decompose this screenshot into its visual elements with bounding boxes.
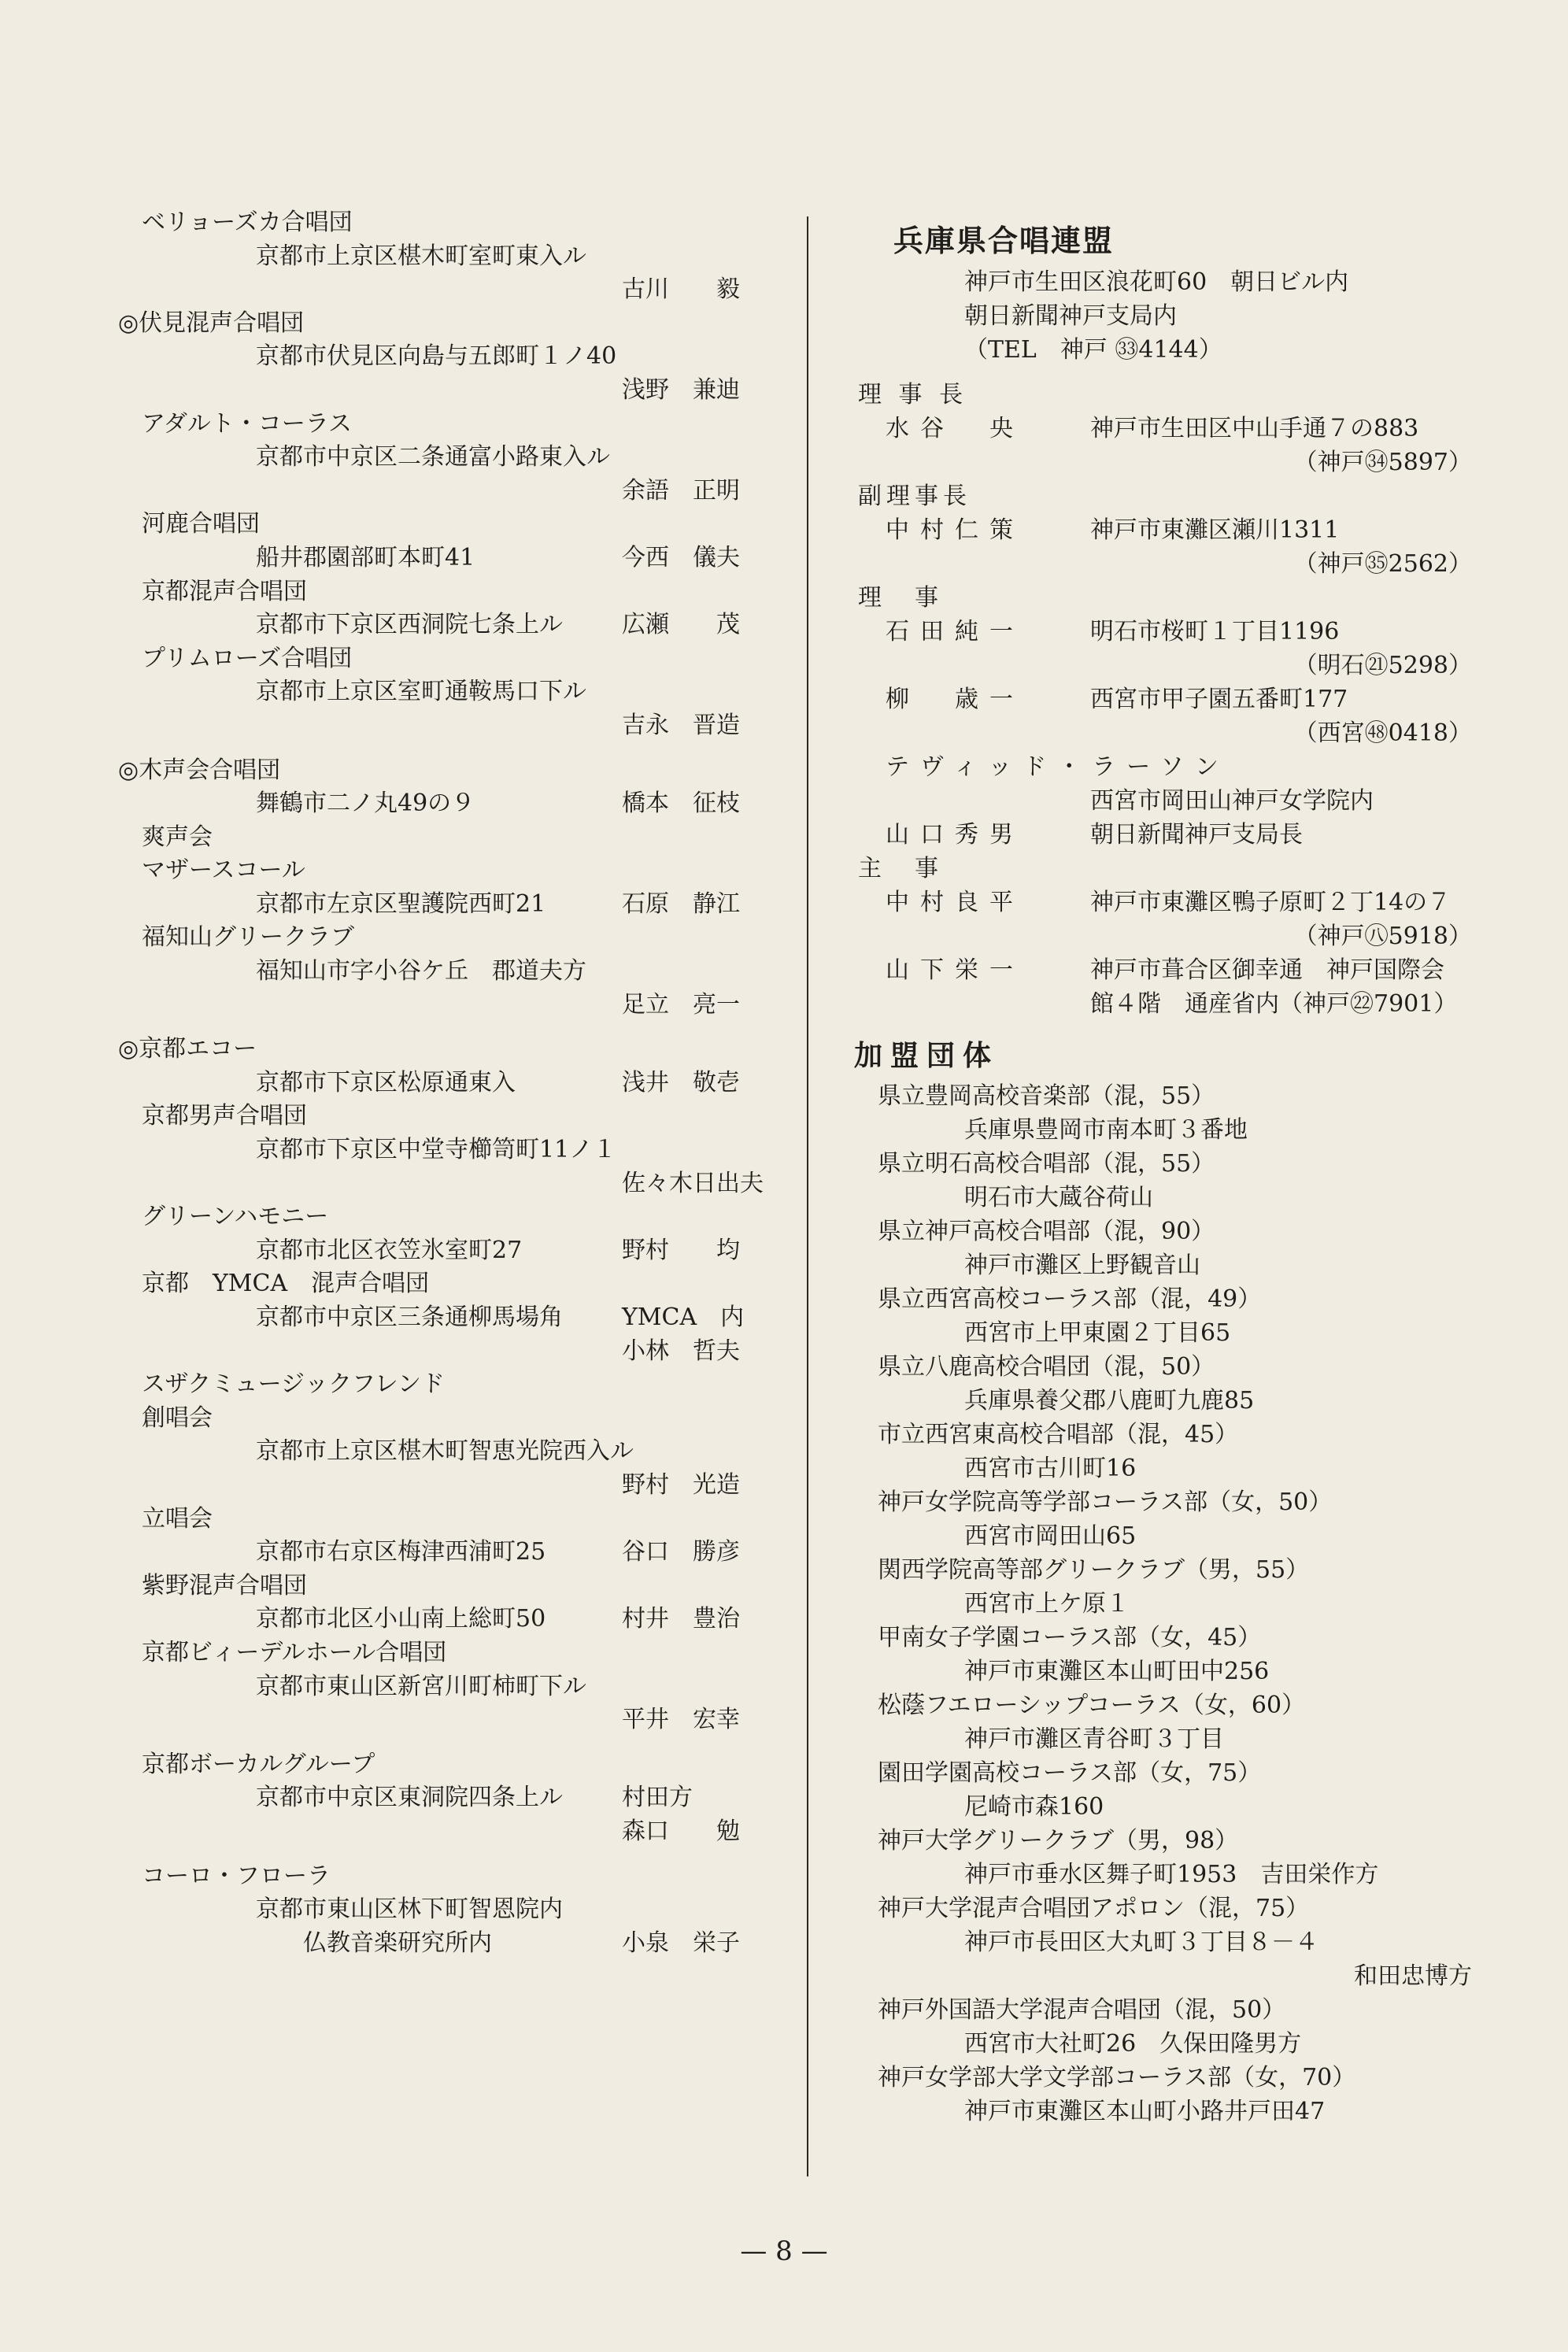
member-group-name: 神戸女学部大学文学部コーラス部（女，70） (878, 2064, 1356, 2091)
member-group-address: 西宮市上ケ原１ (964, 1590, 1130, 1618)
address-text: 京都市右京区梅津西浦町25 (256, 1538, 546, 1566)
member-group-address: 神戸市東灘区本山町田中256 (964, 1658, 1270, 1685)
member-group-name: 園田学園高校コーラス部（女，75） (878, 1759, 1262, 1787)
contact-person: 村井 豊治 (622, 1605, 740, 1633)
contact-person: 佐々木日出夫 (622, 1169, 764, 1197)
federation-address: 神戸市生田区浪花町60 朝日ビル内 (964, 268, 1349, 296)
address-text: 京都市中京区二条通富小路東入ル (256, 443, 610, 472)
officer-name: 山口秀男 (886, 821, 1024, 849)
spacer (118, 743, 756, 754)
officer-address: 神戸市生田区中山手通７の883 (1090, 415, 1419, 442)
org-name: コーロ・フローラ (142, 1862, 331, 1890)
org-address (118, 608, 756, 642)
member-group-address: 西宮市古川町16 (964, 1455, 1137, 1482)
federation-address: （TEL 神戸 ㉝4144） (964, 336, 1222, 364)
org-name: グリーンハモニー (142, 1203, 329, 1231)
member-group-address: 明石市大蔵谷荷山 (964, 1184, 1153, 1211)
org-name: 京都混声合唱団 (142, 577, 307, 605)
contact-person: 足立 亮一 (622, 990, 740, 1019)
contact-person: 村田方 (622, 1784, 693, 1812)
org-address (118, 1670, 756, 1704)
member-group-name: 神戸大学混声合唱団アポロン（混，75） (878, 1895, 1310, 1922)
org-name: 河鹿合唱団 (142, 510, 260, 538)
person-line (118, 709, 756, 743)
org-address (118, 787, 756, 821)
org-address (118, 1893, 756, 1927)
officer-entry (854, 953, 1484, 987)
contact-person: 森口 勉 (622, 1817, 740, 1845)
officer-name: 中村良平 (886, 889, 1024, 916)
org-address (118, 441, 756, 475)
member-group-name: 関西学院高等部グリークラブ（男，55） (878, 1556, 1310, 1584)
org-name: ◎伏見混声合唱団 (118, 309, 305, 337)
page-number: — 8 — (740, 2236, 828, 2267)
org-name: 京都ボーカルグループ (142, 1750, 375, 1778)
spacer (118, 1849, 756, 1860)
officer-telephone (854, 649, 1484, 682)
member-group-address: 兵庫県養父郡八鹿町九鹿85 (964, 1387, 1255, 1415)
officer-role: 理 事 長 (858, 381, 968, 409)
contact-person: 野村 均 (622, 1236, 740, 1264)
column-divider (807, 216, 808, 2176)
org-name: ベリョーズカ合唱団 (142, 209, 353, 236)
org-address (118, 340, 756, 374)
person-line (118, 374, 756, 408)
officer-address-continued (854, 987, 1484, 1021)
contact-person: 石原 静江 (622, 889, 740, 918)
org-address (118, 1603, 756, 1636)
address-text: 舞鶴市二ノ丸49の９ (256, 790, 475, 818)
org-name: アダルト・コーラス (142, 409, 352, 438)
officer-address: 朝日新聞神戸支局長 (1090, 821, 1303, 849)
address-text: 京都市東山区林下町智恩院内 (256, 1895, 563, 1924)
officer-name: 石田純一 (886, 618, 1024, 645)
member-group-name: 神戸外国語大学混声合唱団（混，50） (878, 1996, 1286, 2024)
member-group-name: 県立八鹿高校合唱団（混，50） (878, 1353, 1215, 1381)
officer-telephone (854, 716, 1484, 750)
member-group-name: 県立西宮高校コーラス部（混，49） (878, 1285, 1262, 1313)
member-group-address: 西宮市岡田山65 (964, 1522, 1137, 1550)
address-text: 京都市上京区室町通鞍馬口下ル (256, 678, 586, 706)
member-contact-line (854, 1959, 1484, 1993)
org-name: 京都ビィーデルホール合唱団 (142, 1638, 447, 1666)
phone-number: （神戸㉞5897） (1293, 449, 1472, 476)
member-contact: 和田忠博方 (1354, 1962, 1472, 1990)
member-group-name: 市立西宮東高校合唱部（混，45） (878, 1421, 1239, 1448)
member-group-address: 神戸市長田区大丸町３丁目８－４ (964, 1929, 1318, 1956)
address-text: 京都市伏見区向島与五郎町１ノ40 (256, 342, 617, 371)
phone-number: （明石㉑5298） (1293, 652, 1472, 679)
officer-address: 神戸市葺合区御幸通 神戸国際会 (1090, 956, 1444, 984)
officer-address: 明石市桜町１丁目1196 (1090, 618, 1340, 645)
member-groups-heading: 加盟団体 (854, 1039, 1000, 1072)
member-group-name: 県立豊岡高校音楽部（混，55） (878, 1082, 1215, 1110)
org-address-line2 (118, 1927, 756, 1961)
officer-name: テヴィッド・ラーソン (886, 753, 1230, 781)
contact-person: 広瀬 茂 (622, 611, 740, 639)
address-text: 京都市下京区松原通東入 (256, 1068, 516, 1096)
contact-person: 谷口 勝彦 (622, 1538, 740, 1566)
officer-role: 主 事 (858, 855, 943, 882)
org-address (118, 1781, 756, 1815)
member-group-address: 尼崎市森160 (964, 1793, 1104, 1821)
contact-person: 小林 哲夫 (622, 1337, 740, 1365)
member-group-address: 神戸市東灘区本山町小路井戸田47 (964, 2098, 1326, 2125)
org-name: 紫野混声合唱団 (142, 1571, 307, 1599)
officer-name: 中村仁策 (886, 516, 1024, 544)
member-group-name: 神戸大学グリークラブ（男，98） (878, 1827, 1239, 1855)
contact-person: 浅井 敬壱 (622, 1068, 740, 1096)
spacer (118, 1022, 756, 1033)
officer-role: 副理事長 (858, 483, 971, 510)
contact-person: 小泉 栄子 (622, 1929, 740, 1957)
org-name: 立唱会 (142, 1504, 213, 1533)
contact-person: 余語 正明 (622, 476, 740, 505)
org-address (118, 1536, 756, 1570)
address-text: 京都市北区小山南上総町50 (256, 1605, 546, 1633)
phone-number: （西宮㊽0418） (1293, 719, 1472, 747)
officer-name: 柳 歳一 (886, 686, 1024, 713)
org-address (118, 675, 756, 709)
member-group-address: 兵庫県豊岡市南本町３番地 (964, 1116, 1248, 1144)
officer-address-continued (854, 784, 1484, 818)
officer-entry (854, 513, 1484, 547)
person-line (118, 1167, 764, 1201)
person-line (118, 1703, 756, 1737)
address-text: 京都市東山区新宮川町柿町下ル (256, 1672, 586, 1700)
person-line (118, 989, 756, 1023)
contact-person: 今西 儀夫 (622, 543, 740, 571)
member-group-name: 県立明石高校合唱部（混，55） (878, 1150, 1215, 1178)
officer-address: 館４階 通産省内（神戸㉒7901） (1090, 990, 1458, 1018)
federation-address: 朝日新聞神戸支局内 (964, 302, 1177, 330)
officer-address: 西宮市岡田山神戸女学院内 (1090, 787, 1374, 815)
address-text: 京都市下京区中堂寺櫛笥町11ノ１ (256, 1136, 617, 1164)
officer-name: 水谷 央 (886, 415, 1024, 442)
member-group-address: 西宮市上甲東園２丁目65 (964, 1319, 1231, 1347)
org-address (118, 955, 756, 989)
org-address (118, 542, 756, 575)
address-text: 京都市中京区三条通柳馬場角 (256, 1304, 563, 1331)
left-column-directory (118, 206, 764, 1960)
member-group-address: 西宮市大社町26 久保田隆男方 (964, 2030, 1302, 2058)
member-group-name: 甲南女子学園コーラス部（女，45） (878, 1624, 1262, 1651)
contact-person: 平井 宏幸 (622, 1706, 740, 1734)
org-name: 爽声会 (142, 823, 213, 851)
officer-entry (854, 412, 1484, 446)
org-address (118, 1301, 756, 1335)
spacer (854, 1021, 1484, 1032)
address-text: 京都市北区衣笠氷室町27 (256, 1236, 523, 1264)
address-text: 京都市左京区聖護院西町21 (256, 889, 546, 918)
address-text: 京都市中京区東洞院四条上ル (256, 1784, 563, 1812)
org-address (118, 240, 756, 274)
person-line (118, 1469, 756, 1503)
address-text: 仏教音楽研究所内 (303, 1929, 492, 1957)
officer-address: 西宮市甲子園五番町177 (1090, 686, 1348, 713)
org-name: スザクミュージックフレンド (142, 1370, 446, 1399)
officer-name: 山下栄一 (886, 956, 1024, 984)
phone-number: （神戸㉟2562） (1293, 550, 1472, 578)
officer-telephone (854, 547, 1484, 581)
member-group-name: 神戸女学院高等学部コーラス部（女，50） (878, 1488, 1333, 1516)
officer-role: 理 事 (858, 584, 943, 612)
contact-person: 吉永 晋造 (622, 711, 740, 739)
member-group-address: 神戸市垂水区舞子町1953 吉田栄作方 (964, 1861, 1379, 1888)
org-name: マザースコール (142, 856, 305, 885)
contact-person: YMCA 内 (622, 1304, 745, 1331)
address-text: 京都市下京区西洞院七条上ル (256, 611, 563, 639)
officer-entry (854, 750, 1484, 784)
member-group-name: 県立神戸高校合唱部（混，90） (878, 1218, 1215, 1245)
address-text: 京都市上京区椹木町智恵光院西入ル (256, 1437, 634, 1466)
person-line (118, 273, 756, 307)
org-name: ◎木声会合唱団 (118, 756, 281, 784)
org-name: 京都男声合唱団 (142, 1102, 307, 1130)
officer-address: 神戸市東灘区瀬川1311 (1090, 516, 1340, 544)
org-name: ◎京都エコー (118, 1035, 257, 1063)
officer-address: 神戸市東灘区鴨子原町２丁14の７ (1090, 889, 1452, 916)
org-name: 福知山グリークラブ (142, 923, 354, 952)
spacer (118, 1737, 756, 1748)
right-column-hyogo-federation (854, 216, 1484, 2128)
member-group-address: 神戸市灘区上野観音山 (964, 1252, 1200, 1279)
contact-person: 古川 毅 (622, 276, 740, 304)
member-group-address: 神戸市灘区青谷町３丁目 (964, 1725, 1224, 1753)
address-text: 船井郡園部町本町41 (256, 543, 475, 571)
person-line (118, 1815, 756, 1849)
contact-person: 野村 光造 (622, 1470, 740, 1499)
officer-entry (854, 886, 1484, 919)
person-line (118, 475, 756, 508)
org-name: プリムローズ合唱団 (142, 644, 353, 672)
org-address (118, 1067, 756, 1100)
org-address (118, 1435, 756, 1469)
org-address (118, 1234, 756, 1268)
contact-person: 浅野 兼迪 (622, 375, 740, 404)
org-address (118, 888, 756, 922)
officer-entry (854, 818, 1484, 852)
person-line (118, 1335, 756, 1369)
org-name: 京都 YMCA 混声合唱団 (142, 1270, 430, 1298)
officer-telephone (854, 919, 1484, 953)
officer-telephone (854, 446, 1484, 479)
officer-entry (854, 682, 1484, 716)
org-address (118, 1133, 756, 1167)
member-group-name: 松蔭フエローシップコーラス（女，60） (878, 1692, 1306, 1719)
org-name: 創唱会 (142, 1403, 213, 1432)
officer-entry (854, 615, 1484, 649)
contact-person: 橋本 征枝 (622, 790, 740, 818)
phone-number: （神戸㊇5918） (1293, 923, 1472, 950)
address-text: 京都市上京区椹木町室町東入ル (256, 242, 586, 270)
address-text: 福知山市字小谷ケ丘 郡道夫方 (256, 957, 586, 986)
federation-title: 兵庫県合唱連盟 (893, 223, 1115, 258)
